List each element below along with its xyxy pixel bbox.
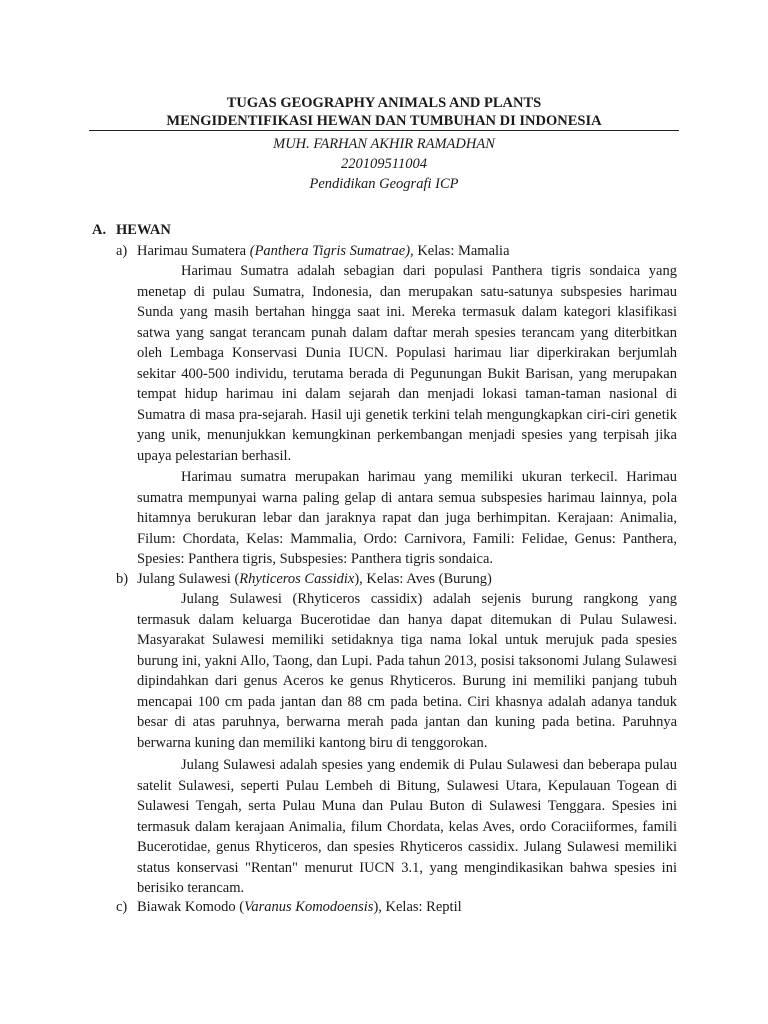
document-title-line-2: MENGIDENTIFIKASI HEWAN DAN TUMBUHAN DI INDONESIA bbox=[166, 113, 602, 129]
list-item bbox=[116, 897, 462, 917]
paragraph: Harimau Sumatra adalah sebagian dari populasi Panthera tigris sondaica yang menetap di pulau Sumatra, Indonesia, dan merupakan satu-satunya subspesies harimau Sunda yang masih bertahan hingga saat ini. Mereka termasuk dalam kategori klasifikasi satwa yang sangat terancam punah dalam daftar merah spesies terancam yang diterbitkan oleh Lembaga Konservasi Dunia IUCN. Populasi harimau liar diperkirakan berjumlah sekitar 400-500 individu, terutama berada di Pegunungan Bukit Barisan, yang merupakan tempat hidup harimau ini dalam sejarah dan menjadi lokasi taman-taman nasional di Sumatra di masa pra-sejarah. Hasil uji genetik terkini telah mengungkapkan ciri-ciri genetik yang unik, menunjukkan kemungkinan perkembangan menjadi spesies yang terpisah jika upaya pelestarian berhasil. bbox=[137, 263, 677, 464]
item-class: Kelas: Mamalia bbox=[413, 243, 510, 259]
section-heading bbox=[92, 222, 171, 239]
document-title-line-1: TUGAS GEOGRAPHY ANIMALS AND PLANTS bbox=[226, 95, 542, 111]
item-common-name: Harimau Sumatera bbox=[137, 243, 250, 259]
item-class: ), Kelas: Aves (Burung) bbox=[354, 571, 492, 587]
item-latin-name: (Panthera Tigris Sumatrae), bbox=[249, 243, 414, 259]
paragraph: Harimau sumatra merupakan harimau yang memiliki ukuran terkecil. Harimau sumatra mempunyai warna paling gelap di antara semua subspesies harimau lainnya, pola hitamnya berukuran lebar dan jaraknya rapat dan juga berhimpitan. Kerajaan: Animalia, Filum: Chordata, Kelas: Mammalia, Ordo: Carnivora, Famili: Felidae, Genus: Panthera, Spesies: Panthera tigris, Subspesies: Panthera tigris sondaica. bbox=[137, 469, 677, 567]
item-letter: a) bbox=[116, 243, 128, 259]
item-letter: c) bbox=[116, 899, 128, 915]
list-item bbox=[116, 569, 492, 589]
paragraph: Julang Sulawesi adalah spesies yang endemik di Pulau Sulawesi dan beberapa pulau satelit Sulawesi, seperti Pulau Lembeh di Bitung, Sulawesi Utara, Kepulauan Togean di Sulawesi Tengah, serta Pulau Muna dan Pulau Buton di Sulawesi Tenggara. Spesies ini termasuk dalam kerajaan Animalia, filum Chordata, kelas Aves, ordo Coraciiformes, famili Bucerotidae, genus Rhyticeros, dan spesies Rhyticeros cassidix. Julang Sulawesi memiliki status konservasi "Rentan" menurut IUCN 3.1, yang mengindikasikan bahwa spesies ini berisiko terancam. bbox=[137, 757, 677, 896]
item-letter: b) bbox=[116, 571, 129, 587]
item-latin-name: Varanus Komodoensis bbox=[244, 899, 374, 915]
item-latin-name: Rhyticeros Cassidix bbox=[239, 571, 355, 587]
item-class: ), Kelas: Reptil bbox=[373, 899, 462, 915]
title-divider bbox=[89, 130, 679, 131]
author-name: MUH. FARHAN AKHIR RAMADHAN bbox=[273, 136, 495, 152]
study-program: Pendidikan Geografi ICP bbox=[309, 176, 459, 192]
list-item bbox=[116, 241, 510, 261]
item-common-name: Biawak Komodo ( bbox=[137, 899, 245, 915]
paragraph: Julang Sulawesi (Rhyticeros cassidix) adalah sejenis burung rangkong yang termasuk dalam keluarga Bucerotidae dan hanya dapat ditemukan di Pulau Sulawesi. Masyarakat Sulawesi memiliki setidaknya tiga nama lokal untuk merujuk pada spesies burung ini, yakni Allo, Taong, dan Lupi. Pada tahun 2013, posisi taksonomi Julang Sulawesi dipindahkan dari genus Aceros ke genus Rhyticeros. Burung ini memiliki panjang tubuh mencapai 100 cm pada jantan dan 88 cm pada betina. Ciri khasnya adalah adanya tanduk besar di atas paruhnya, berwarna merah pada jantan dan kuning pada betina. Paruhnya berwarna kuning dan memiliki kantong biru di tenggorokan. bbox=[137, 591, 677, 751]
item-common-name: Julang Sulawesi ( bbox=[137, 571, 240, 587]
section-title: HEWAN bbox=[116, 222, 171, 238]
student-id: 220109511004 bbox=[341, 156, 427, 172]
section-letter: A. bbox=[92, 222, 107, 238]
